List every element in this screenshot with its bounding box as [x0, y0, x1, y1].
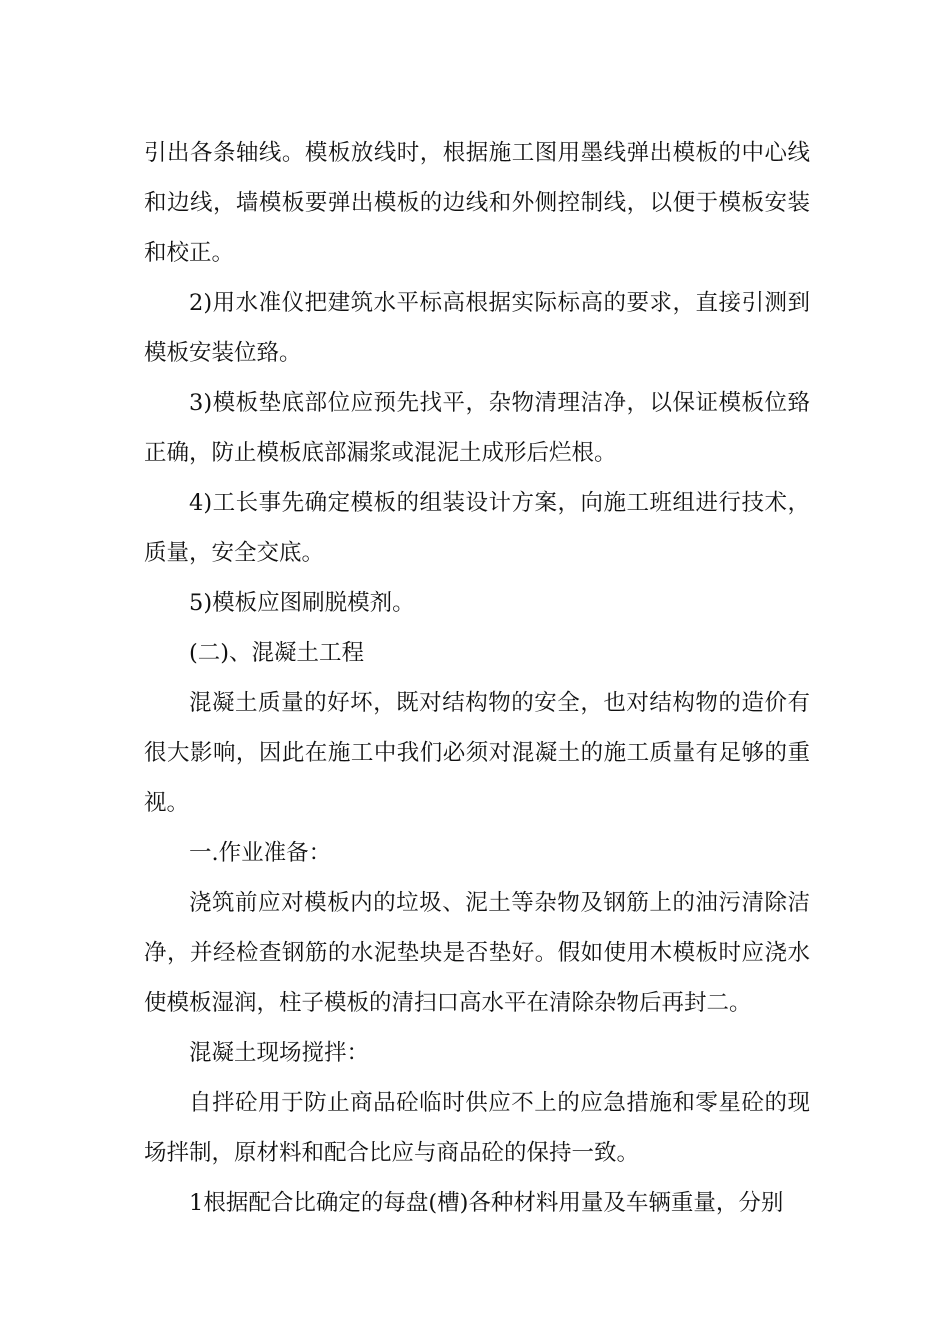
paragraph-step-2: 2)用水准仪把建筑水平标高根据实际标高的要求，直接引测到模板安装位臵。 [144, 290, 810, 366]
paragraph-step-4: 4)工长事先确定模板的组装设计方案，向施工班组进行技术，质量，安全交底。 [144, 490, 810, 566]
paragraph-site-mixing: 自拌砼用于防止商品砼临时供应不上的应急措施和零星砼的现场拌制，原材料和配合比应与商品砼的保持一致。 [144, 1090, 810, 1166]
paragraph-mixing-step-1: 1根据配合比确定的每盘(槽)各种材料用量及车辆重量，分别 [189, 1190, 784, 1216]
paragraph-step-3: 3)模板垫底部位应预先找平，杂物清理洁净，以保证模板位臵正确，防止模板底部漏浆或混泥土成形后烂根。 [144, 390, 810, 466]
paragraph-step-5: 5)模板应图刷脱模剂。 [189, 590, 415, 616]
paragraph-axis-lines: 引出各条轴线。模板放线时，根据施工图用墨线弹出模板的中心线和边线，墙模板要弹出模板的边线和外侧控制线，以便于模板安装和校正。 [144, 140, 810, 266]
subheading-preparation: 一.作业准备： [189, 840, 332, 866]
document-body [144, 128, 810, 1228]
paragraph-concrete-intro: 混凝土质量的好坏，既对结构物的安全，也对结构物的造价有很大影响，因此在施工中我们必须对混凝土的施工质量有足够的重视。 [144, 690, 810, 816]
section-heading-concrete: (二)、混凝土工程 [189, 640, 365, 666]
paragraph-preparation: 浇筑前应对模板内的垃圾、泥土等杂物及钢筋上的油污清除洁净，并经检查钢筋的水泥垫块是否垫好。假如使用木模板时应浇水使模板湿润，柱子模板的清扫口高水平在清除杂物后再封二。 [144, 890, 810, 1016]
subheading-site-mixing: 混凝土现场搅拌： [189, 1040, 370, 1066]
